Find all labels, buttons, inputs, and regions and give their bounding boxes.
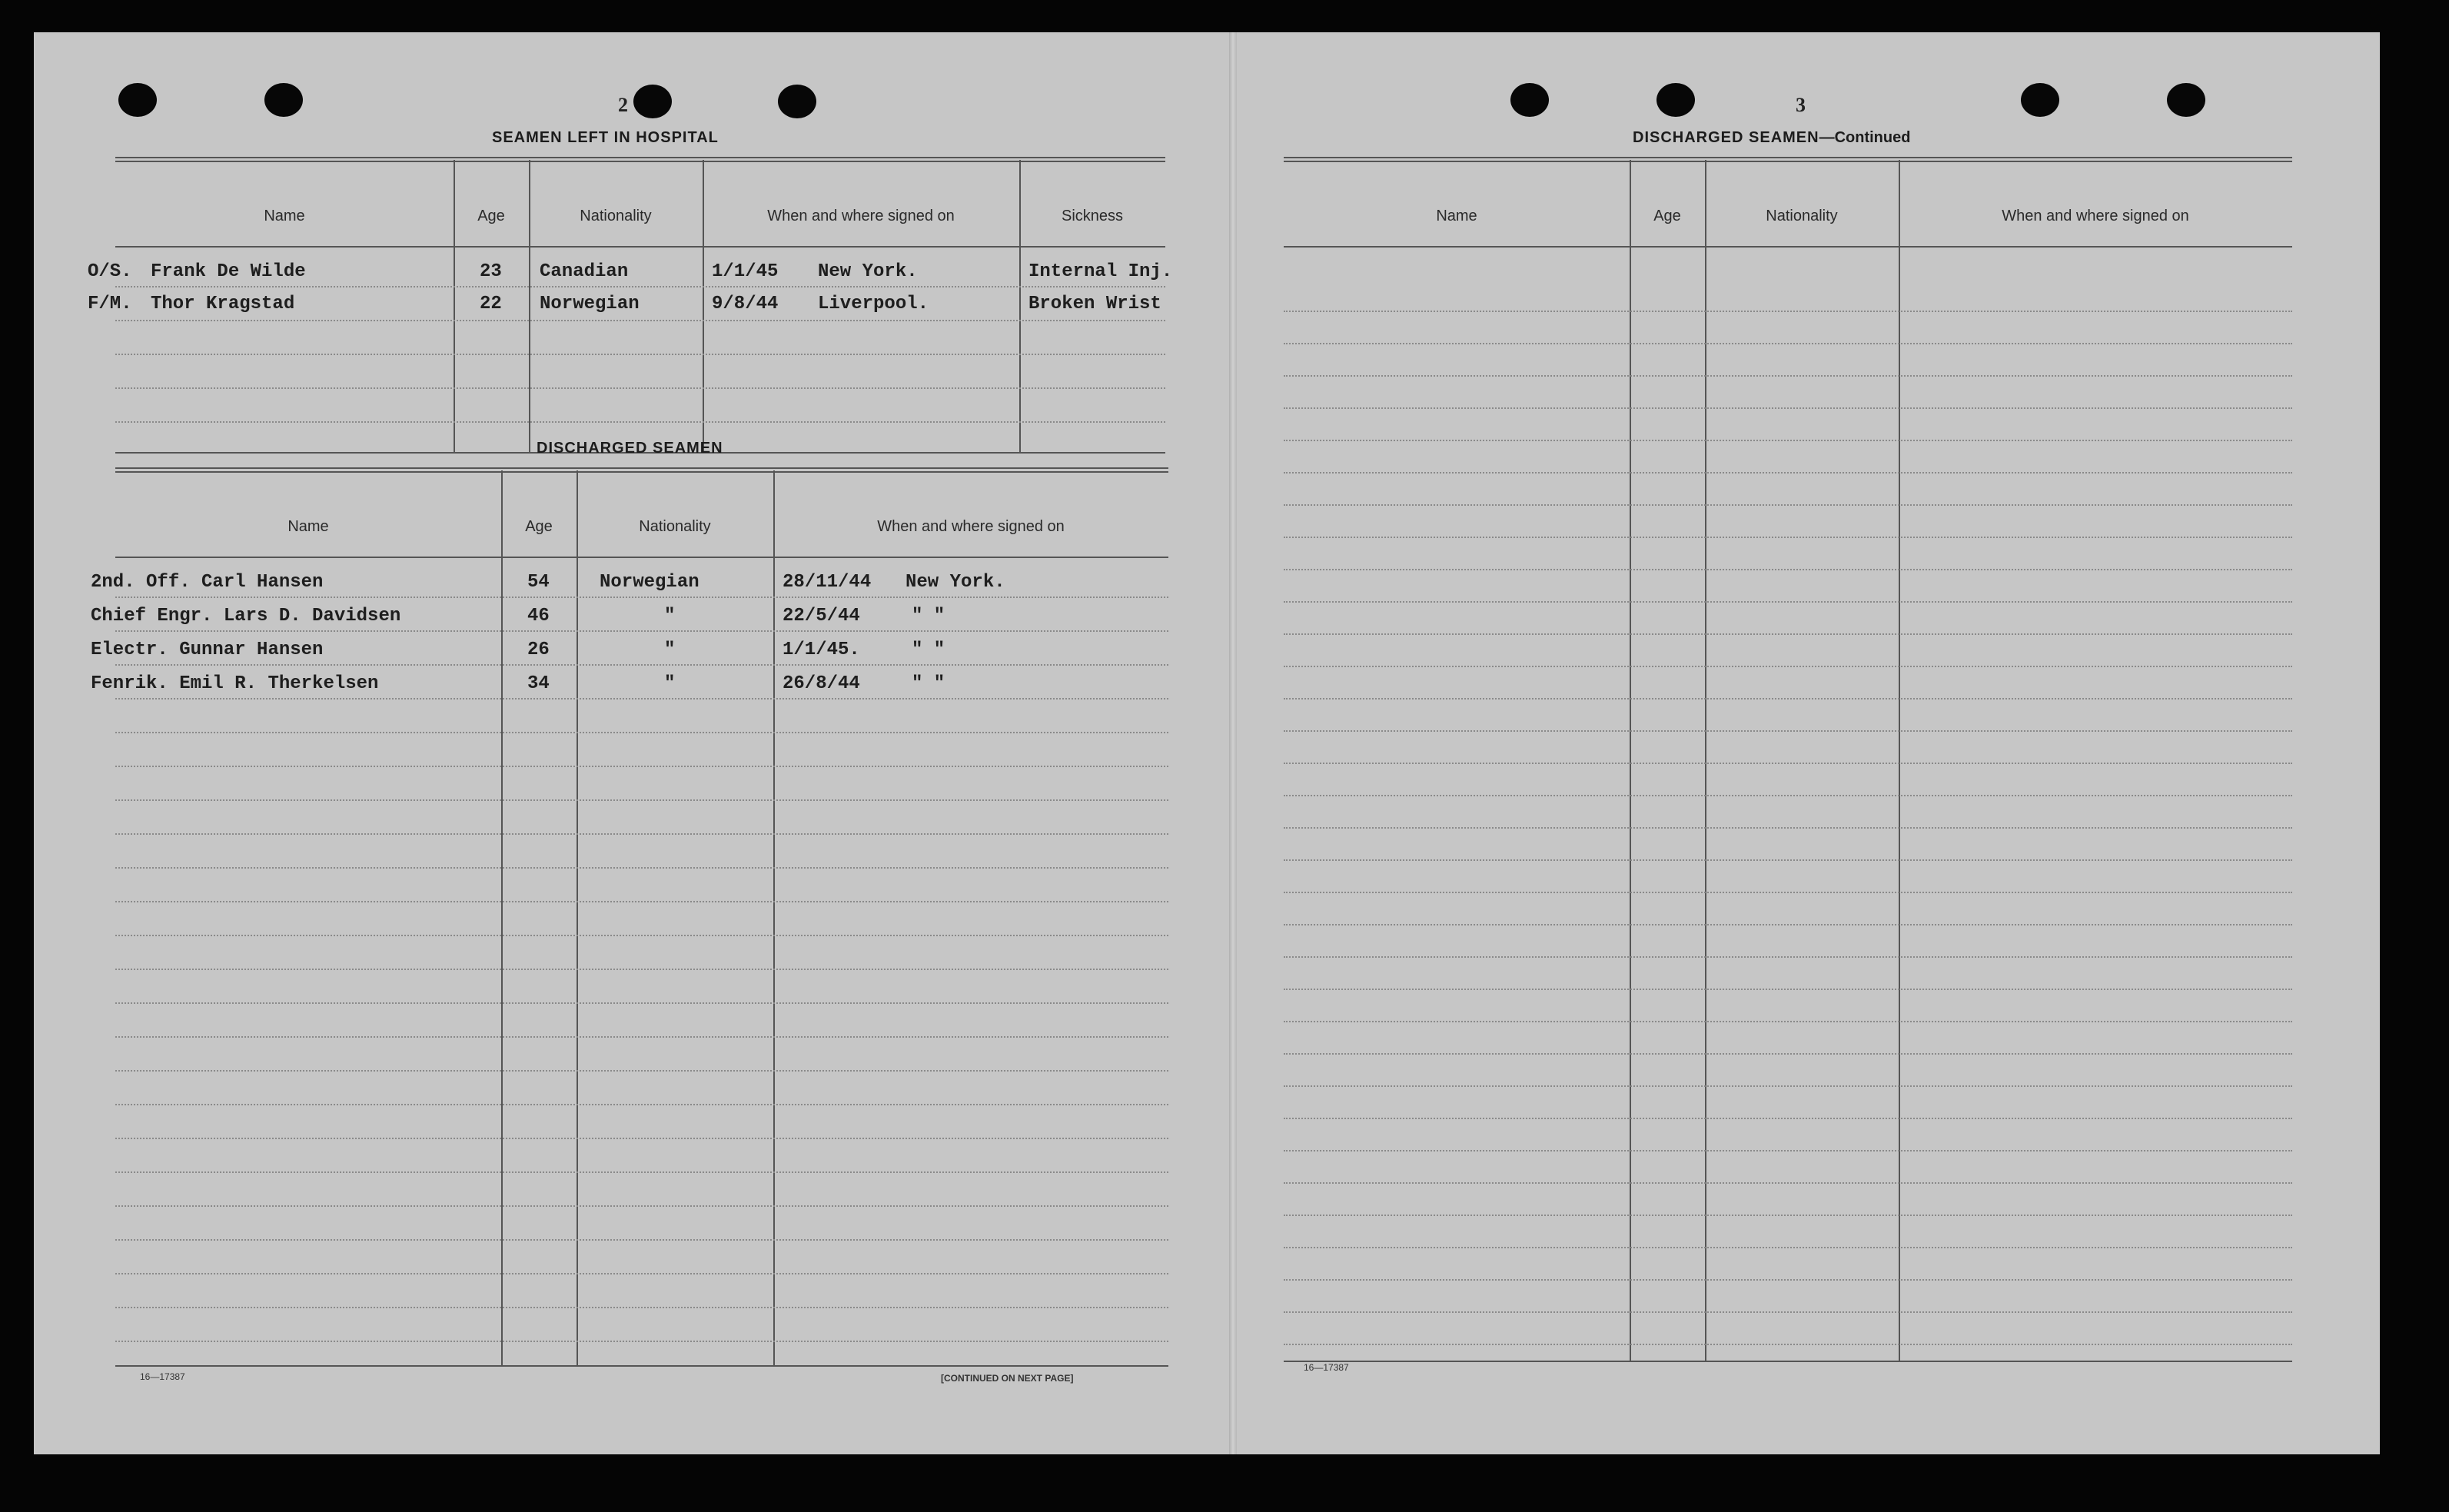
- date-cell: 9/8/44: [712, 294, 779, 314]
- age-cell: 34: [527, 673, 550, 694]
- row-rule: [115, 1205, 1168, 1207]
- header-nationality: Nationality: [1766, 208, 1838, 224]
- discharged-table: [91, 467, 1168, 1367]
- row-rule: [1284, 1085, 2292, 1087]
- name-cell: Chief Engr. Lars D. Davidsen: [91, 606, 401, 626]
- row-rule: [115, 320, 1165, 321]
- place-cell: New York.: [818, 261, 918, 282]
- punch-hole: [778, 85, 816, 118]
- age-cell: 26: [527, 640, 550, 660]
- row-rule: [1284, 892, 2292, 893]
- row-rule: [115, 833, 1168, 835]
- row-rule: [1284, 1053, 2292, 1055]
- nationality-cell: Canadian: [540, 261, 629, 282]
- age-cell: 46: [527, 606, 550, 626]
- place-cell: New York.: [905, 572, 1005, 593]
- place-cell: Liverpool.: [818, 294, 929, 314]
- punch-hole: [118, 83, 157, 117]
- col-divider: [773, 470, 775, 1367]
- row-rule: [1284, 504, 2292, 506]
- name-cell: Thor Kragstad: [151, 294, 295, 314]
- row-rule: [115, 1307, 1168, 1308]
- date-cell: 1/1/45: [712, 261, 779, 282]
- row-rule: [1284, 1021, 2292, 1022]
- form-number-right: 16—17387: [1304, 1362, 1349, 1373]
- row-rule: [115, 421, 1165, 423]
- header-name: Name: [287, 518, 329, 535]
- discharged-continued-title: [1633, 129, 1910, 147]
- row-rule: [1284, 440, 2292, 441]
- row-rule: [1284, 989, 2292, 990]
- header-bottom-rule: [115, 246, 1165, 248]
- row-rule: [1284, 827, 2292, 829]
- nationality-cell: Norwegian: [600, 572, 699, 593]
- nationality-cell: ": [664, 673, 676, 694]
- row-rule: [115, 1341, 1168, 1342]
- page-fold: [1229, 32, 1237, 1454]
- table-top-rule: [115, 157, 1165, 162]
- place-cell: " ": [912, 640, 945, 660]
- row-rule: [115, 664, 1168, 666]
- header-bottom-rule: [115, 557, 1168, 558]
- date-cell: 22/5/44: [783, 606, 860, 626]
- place-cell: " ": [912, 606, 945, 626]
- age-cell: 22: [480, 294, 502, 314]
- row-rule: [115, 1138, 1168, 1139]
- row-rule: [115, 1002, 1168, 1004]
- header-nationality: Nationality: [639, 518, 711, 535]
- header-name: Name: [1436, 208, 1477, 224]
- row-rule: [1284, 375, 2292, 377]
- table-bottom-rule: [1284, 1361, 2292, 1362]
- row-rule: [1284, 924, 2292, 925]
- row-rule: [115, 286, 1165, 287]
- col-divider: [703, 160, 704, 454]
- header-signed-on: When and where signed on: [877, 518, 1065, 535]
- row-rule: [1284, 1182, 2292, 1184]
- header-age: Age: [525, 518, 553, 535]
- row-rule: [115, 1070, 1168, 1072]
- name-cell: Frank De Wilde: [151, 261, 306, 282]
- table-top-rule: [115, 467, 1168, 473]
- row-rule: [115, 799, 1168, 801]
- row-rule: [115, 935, 1168, 936]
- row-rule: [1284, 730, 2292, 732]
- row-rule: [115, 867, 1168, 869]
- header-bottom-rule: [1284, 246, 2292, 248]
- title-main: DISCHARGED SEAMEN: [1633, 129, 1819, 146]
- row-rule: [1284, 1215, 2292, 1216]
- row-rule: [1284, 1279, 2292, 1281]
- document-sheet: [34, 32, 2380, 1454]
- table-bottom-rule: [115, 1365, 1168, 1367]
- col-divider: [501, 470, 503, 1367]
- discharged-section-title: DISCHARGED SEAMEN: [537, 440, 723, 457]
- row-rule: [115, 1239, 1168, 1241]
- row-rule: [1284, 472, 2292, 474]
- header-signed-on: When and where signed on: [2002, 208, 2189, 224]
- row-rule: [115, 698, 1168, 700]
- header-nationality: Nationality: [580, 208, 652, 224]
- row-rule: [1284, 1311, 2292, 1313]
- nationality-cell: ": [664, 640, 676, 660]
- nationality-cell: Norwegian: [540, 294, 640, 314]
- row-rule: [115, 354, 1165, 355]
- page-number-left: 2: [618, 94, 628, 116]
- name-cell: Fenrik. Emil R. Therkelsen: [91, 673, 379, 694]
- header-signed-on: When and where signed on: [767, 208, 955, 224]
- col-divider: [1019, 160, 1021, 454]
- row-rule: [115, 732, 1168, 733]
- place-cell: " ": [912, 673, 945, 694]
- row-rule: [1284, 343, 2292, 344]
- header-age: Age: [1653, 208, 1681, 224]
- row-rule: [1284, 698, 2292, 700]
- form-number-left: 16—17387: [140, 1371, 185, 1382]
- rank-cell: F/M.: [88, 294, 132, 314]
- nationality-cell: ": [664, 606, 676, 626]
- row-rule: [115, 1036, 1168, 1038]
- header-sickness: Sickness: [1061, 208, 1124, 224]
- row-rule: [1284, 795, 2292, 796]
- punch-hole: [264, 83, 303, 117]
- sickness-cell: Internal Inj.: [1028, 261, 1173, 282]
- punch-hole: [633, 85, 672, 118]
- row-rule: [1284, 633, 2292, 635]
- row-rule: [1284, 956, 2292, 958]
- page-number-right: 3: [1796, 94, 1806, 116]
- col-divider: [454, 160, 455, 454]
- row-rule: [115, 1104, 1168, 1105]
- row-rule: [115, 901, 1168, 902]
- punch-hole: [2167, 83, 2205, 117]
- hospital-section-title: SEAMEN LEFT IN HOSPITAL: [492, 129, 719, 146]
- age-cell: 54: [527, 572, 550, 593]
- row-rule: [1284, 763, 2292, 764]
- row-rule: [1284, 601, 2292, 603]
- row-rule: [1284, 666, 2292, 667]
- row-rule: [1284, 407, 2292, 409]
- title-continued: —Continued: [1819, 129, 1911, 146]
- header-name: Name: [264, 208, 305, 224]
- row-rule: [115, 766, 1168, 767]
- punch-hole: [2021, 83, 2059, 117]
- row-rule: [1284, 537, 2292, 538]
- hospital-table: [88, 157, 1173, 454]
- row-rule: [1284, 311, 2292, 312]
- row-rule: [115, 1171, 1168, 1173]
- date-cell: 28/11/44: [783, 572, 872, 593]
- name-cell: 2nd. Off. Carl Hansen: [91, 572, 324, 593]
- col-divider: [529, 160, 530, 454]
- row-rule: [1284, 1344, 2292, 1345]
- header-age: Age: [477, 208, 505, 224]
- punch-hole: [1510, 83, 1549, 117]
- continued-note: [CONTINUED ON NEXT PAGE]: [941, 1373, 1074, 1384]
- row-rule: [1284, 1118, 2292, 1119]
- row-rule: [115, 630, 1168, 632]
- col-divider: [577, 470, 578, 1367]
- row-rule: [1284, 569, 2292, 570]
- punch-hole: [1656, 83, 1695, 117]
- row-rule: [115, 1273, 1168, 1274]
- row-rule: [115, 387, 1165, 389]
- row-rule: [115, 596, 1168, 598]
- table-top-rule: [1284, 157, 2292, 162]
- rank-cell: O/S.: [88, 261, 132, 282]
- age-cell: 23: [480, 261, 502, 282]
- sickness-cell: Broken Wrist: [1028, 294, 1161, 314]
- row-rule: [1284, 1150, 2292, 1151]
- discharged-continued-table: [1284, 157, 2292, 1362]
- name-cell: Electr. Gunnar Hansen: [91, 640, 324, 660]
- row-rule: [1284, 1247, 2292, 1248]
- date-cell: 1/1/45.: [783, 640, 860, 660]
- date-cell: 26/8/44: [783, 673, 860, 694]
- row-rule: [1284, 859, 2292, 861]
- row-rule: [115, 969, 1168, 970]
